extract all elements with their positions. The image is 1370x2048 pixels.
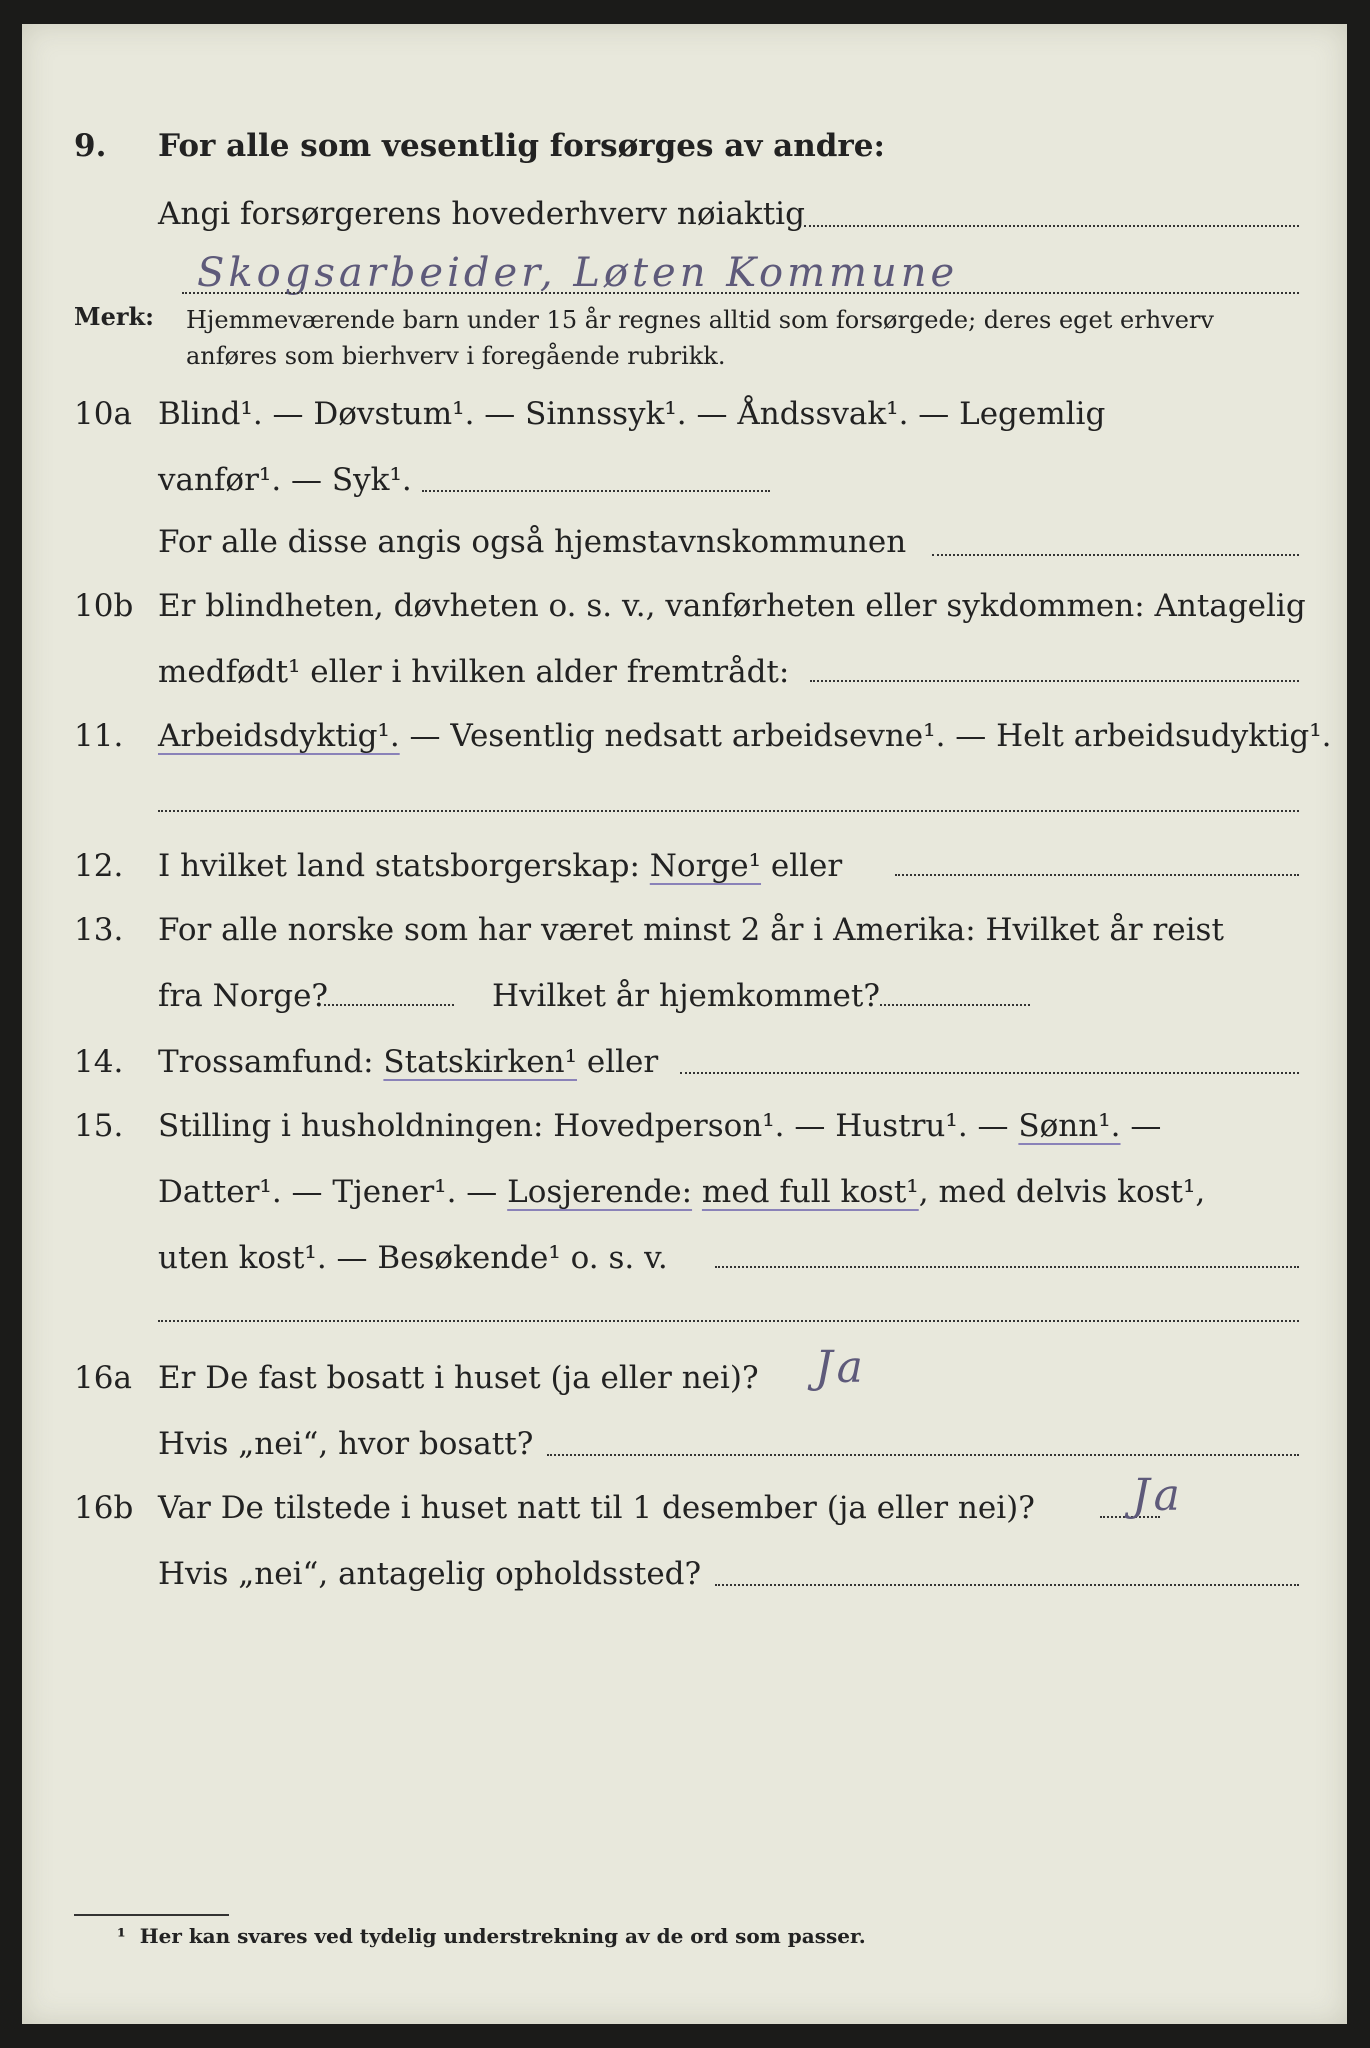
q10a-syk-dots <box>422 490 770 492</box>
q13-hjemkommet-dots <box>880 1004 1030 1006</box>
q10a-line-2: vanfør¹. — Syk¹. <box>158 462 412 498</box>
footnote-rule <box>74 1914 229 1916</box>
merk-line-2: anføres som bierhverv i foregående rubrikk. <box>186 342 726 370</box>
q9-answer-dots <box>804 225 1299 227</box>
q13-hjemkommet: Hvilket år hjemkommet? <box>492 978 880 1014</box>
q12-label: I hvilket land statsborgerskap: <box>158 848 650 884</box>
merk-line-1: Hjemmeværende barn under 15 år regnes alltid som forsørgede; deres eget erhverv <box>186 306 1214 334</box>
q9-number: 9. <box>74 128 107 164</box>
q15-line-2a: Datter¹. — Tjener¹. — <box>158 1174 508 1210</box>
q15-line-2c <box>692 1174 702 1210</box>
q16b-line-1: Var De tilstede i huset natt til 1 desember (ja eller nei)? <box>158 1490 1035 1526</box>
q12-answer-dots <box>895 874 1299 876</box>
q15-losjerende-underlined: Losjerende: <box>507 1174 693 1210</box>
q10b-number: 10b <box>74 588 134 624</box>
q11-number: 11. <box>74 718 124 754</box>
q15-extra-line <box>158 1320 1299 1322</box>
footnote-mark: ¹ <box>117 1924 126 1948</box>
q16a-handwritten-answer: Ja <box>815 1342 867 1393</box>
q16a-number: 16a <box>74 1360 132 1396</box>
q14-text <box>158 1042 658 1082</box>
q16b-handwritten-answer: Ja <box>1132 1470 1184 1521</box>
q13-number: 13. <box>74 912 124 948</box>
q16b-number: 16b <box>74 1490 134 1526</box>
q14-answer-dots <box>680 1072 1299 1074</box>
q14-eller: eller <box>577 1044 659 1080</box>
merk-label: Merk: <box>74 302 154 331</box>
q10a-line-1: Blind¹. — Døvstum¹. — Sinnssyk¹. — Åndssvak¹. — Legemlig <box>158 396 1106 432</box>
q11-extra-line <box>158 810 1299 812</box>
q11-rest: — Vesentlig nedsatt arbeidsevne¹. — Helt arbeidsudyktig¹. <box>399 718 1332 754</box>
q16a-bosatt-dots <box>547 1454 1299 1456</box>
q11-arbeidsdyktig-underlined: Arbeidsdyktig¹. <box>158 718 400 754</box>
q15-answer-dots <box>715 1266 1299 1268</box>
q9-answer-line-2 <box>182 292 1299 294</box>
q15-full-kost-underlined: med full kost¹ <box>701 1174 919 1210</box>
q15-line-1a: Stilling i husholdningen: Hovedperson¹. — Hustru¹. — <box>158 1108 1019 1144</box>
q10b-alder-dots <box>810 680 1299 682</box>
q9-title: For alle som vesentlig forsørges av andre: <box>158 128 885 164</box>
q12-norge-underlined: Norge¹ <box>649 848 762 884</box>
q12-text <box>158 846 842 886</box>
q13-reist-dots <box>324 1004 454 1006</box>
q16b-line-2: Hvis „nei“, antagelig opholdssted? <box>158 1556 702 1592</box>
q15-sonn-underlined: Sønn¹. <box>1018 1108 1121 1144</box>
q15-line-2 <box>158 1172 1205 1212</box>
q10b-line-1: Er blindheten, døvheten o. s. v., vanførheten eller sykdommen: Antagelig <box>158 588 1306 624</box>
q9-handwritten-answer: Skogsarbeider, Løten Kommune <box>197 250 959 296</box>
q15-line-1 <box>158 1106 1161 1146</box>
q13-line-1: For alle norske som har været minst 2 år i Amerika: Hvilket år reist <box>158 912 1224 948</box>
q10a-number: 10a <box>74 396 132 432</box>
q16a-line-2: Hvis „nei“, hvor bosatt? <box>158 1426 534 1462</box>
q15-line-3: uten kost¹. — Besøkende¹ o. s. v. <box>158 1240 668 1276</box>
q15-line-2e: , med delvis kost¹, <box>918 1174 1206 1210</box>
q13-fra-norge: fra Norge? <box>158 978 329 1014</box>
q10a-line-3: For alle disse angis også hjemstavnskommunen <box>158 524 907 560</box>
q10b-line-2: medfødt¹ eller i hvilken alder fremtrådt: <box>158 654 790 690</box>
q15-line-1c: — <box>1120 1108 1162 1144</box>
q10a-hjemstavn-dots <box>932 554 1299 556</box>
census-form-page <box>22 24 1347 2024</box>
q11-text <box>158 716 1332 756</box>
q14-label: Trossamfund: <box>158 1044 384 1080</box>
q12-number: 12. <box>74 848 124 884</box>
q16b-opholdssted-dots <box>715 1584 1299 1586</box>
q15-number: 15. <box>74 1108 124 1144</box>
q12-eller: eller <box>761 848 843 884</box>
footnote <box>117 1924 866 1948</box>
q14-number: 14. <box>74 1044 124 1080</box>
footnote-text: Her kan svares ved tydelig understrekning av de ord som passer. <box>139 1924 866 1948</box>
q14-statskirken-underlined: Statskirken¹ <box>383 1044 577 1080</box>
q16a-line-1: Er De fast bosatt i huset (ja eller nei)? <box>158 1360 759 1396</box>
q9-line-label: Angi forsørgerens hovederhverv nøiaktig <box>158 196 805 232</box>
